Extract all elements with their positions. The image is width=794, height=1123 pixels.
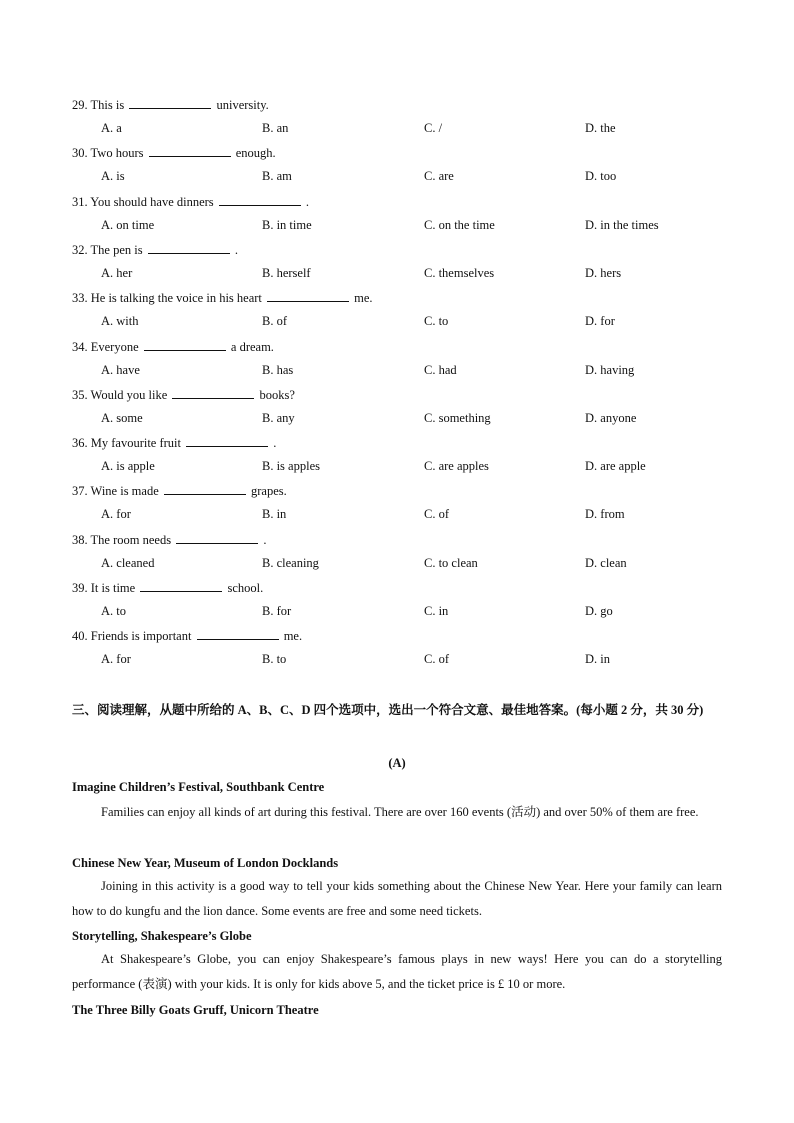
- question-text: 35. Would you like: [72, 388, 168, 402]
- question-text: 29. This is: [72, 98, 125, 112]
- answer-option: A. is apple: [101, 459, 155, 473]
- answer-blank: [176, 531, 258, 544]
- question-text: 34. Everyone: [72, 340, 139, 354]
- question-text-end: me.: [283, 629, 303, 643]
- answer-blank: [219, 193, 301, 206]
- answer-blank: [164, 482, 246, 495]
- answer-option: C. are apples: [424, 459, 489, 473]
- answer-option: A. her: [101, 266, 133, 280]
- question-text: 36. My favourite fruit: [72, 436, 182, 450]
- question-stem: [72, 579, 263, 596]
- passage-heading: Storytelling, Shakespeare’s Globe: [72, 929, 252, 943]
- answer-blank: [186, 434, 268, 447]
- answer-option: C. are: [424, 169, 454, 183]
- question-stem: [72, 531, 266, 548]
- answer-blank: [149, 144, 231, 157]
- answer-option: C. to clean: [424, 556, 478, 570]
- question-text-end: grapes.: [251, 484, 287, 498]
- answer-option: C. of: [424, 507, 449, 521]
- answer-option: B. has: [262, 363, 294, 377]
- answer-blank: [148, 241, 230, 254]
- passage-heading: Chinese New Year, Museum of London Docklands: [72, 856, 339, 870]
- answer-option: A. on time: [101, 218, 155, 232]
- answer-option: D. having: [585, 363, 635, 377]
- answer-option: D. go: [585, 604, 613, 618]
- passage-label: (A): [388, 756, 406, 770]
- question-stem: [72, 627, 302, 644]
- question-text-end: university.: [216, 98, 269, 112]
- question-text-end: .: [263, 533, 267, 547]
- answer-option: D. too: [585, 169, 617, 183]
- answer-option: C. of: [424, 652, 449, 666]
- answer-option: C. something: [424, 411, 491, 425]
- answer-option: B. am: [262, 169, 292, 183]
- answer-option: B. in: [262, 507, 287, 521]
- section-title: 三、阅读理解，从题中所给的 A、B、C、D 四个选项中，选出一个符合文意、最佳地答案。(每小题 2 分，共 30 分): [72, 703, 704, 717]
- question-stem: [72, 241, 238, 258]
- question-text-end: school.: [227, 581, 264, 595]
- question-stem: [72, 434, 276, 451]
- answer-blank: [267, 289, 349, 302]
- question-stem: [72, 144, 276, 161]
- answer-option: B. is apples: [262, 459, 320, 473]
- answer-option: C. on the time: [424, 218, 495, 232]
- answer-option: D. for: [585, 314, 615, 328]
- answer-option: A. is: [101, 169, 125, 183]
- answer-blank: [197, 627, 279, 640]
- answer-option: D. are apple: [585, 459, 646, 473]
- question-text-end: .: [273, 436, 277, 450]
- answer-option: D. in the times: [585, 218, 659, 232]
- question-text: 37. Wine is made: [72, 484, 159, 498]
- answer-option: A. for: [101, 652, 131, 666]
- question-text-end: a dream.: [230, 340, 274, 354]
- answer-option: B. herself: [262, 266, 311, 280]
- question-stem: [72, 338, 274, 355]
- answer-option: B. any: [262, 411, 295, 425]
- answer-option: B. for: [262, 604, 292, 618]
- answer-option: C. themselves: [424, 266, 495, 280]
- question-text: 32. The pen is: [72, 243, 143, 257]
- answer-option: B. cleaning: [262, 556, 319, 570]
- question-text: 40. Friends is important: [72, 629, 192, 643]
- answer-blank: [144, 338, 226, 351]
- answer-option: C. had: [424, 363, 457, 377]
- answer-option: A. some: [101, 411, 143, 425]
- question-text: 39. It is time: [72, 581, 136, 595]
- answer-option: A. with: [101, 314, 139, 328]
- question-text-end: .: [305, 195, 310, 209]
- question-text-end: books?: [259, 388, 295, 402]
- question-stem: [72, 386, 295, 403]
- answer-option: C. /: [424, 121, 443, 135]
- answer-blank: [140, 579, 222, 592]
- answer-option: D. the: [585, 121, 616, 135]
- answer-option: D. hers: [585, 266, 622, 280]
- question-stem: [72, 482, 287, 499]
- answer-option: D. in: [585, 652, 610, 666]
- answer-option: B. of: [262, 314, 287, 328]
- answer-option: D. clean: [585, 556, 627, 570]
- answer-option: A. have: [101, 363, 140, 377]
- passage-paragraph: At Shakespeare’s Globe, you can enjoy Shakespeare’s famous plays in new ways! Here you can do a storytelling performance (表演) with your kids. It is only for kids above 5, and the ticket price is £ 10 or more.: [72, 952, 722, 991]
- question-text: 38. The room needs: [72, 533, 172, 547]
- passage-paragraph: Families can enjoy all kinds of art during this festival. There are over 160 events (活动) and over 50% of them are free.: [101, 805, 699, 819]
- question-text-end: me.: [354, 291, 373, 305]
- question-text: 30. Two hours: [72, 146, 144, 160]
- question-text: 31. You should have dinners: [72, 195, 214, 209]
- passage-heading: The Three Billy Goats Gruff, Unicorn Theatre: [72, 1003, 319, 1017]
- answer-blank: [129, 96, 211, 109]
- answer-option: B. an: [262, 121, 289, 135]
- question-text-end: .: [234, 243, 238, 257]
- answer-blank: [172, 386, 254, 399]
- question-stem: [72, 289, 373, 306]
- question-stem: [72, 193, 309, 210]
- answer-option: A. to: [101, 604, 126, 618]
- answer-option: C. to: [424, 314, 449, 328]
- answer-option: B. to: [262, 652, 287, 666]
- answer-option: B. in time: [262, 218, 312, 232]
- passage-heading: Imagine Children’s Festival, Southbank Centre: [72, 780, 325, 794]
- question-text: 33. He is talking the voice in his heart: [72, 291, 262, 305]
- answer-option: A. a: [101, 121, 122, 135]
- answer-option: A. cleaned: [101, 556, 155, 570]
- answer-option: D. from: [585, 507, 625, 521]
- answer-option: A. for: [101, 507, 131, 521]
- answer-option: D. anyone: [585, 411, 637, 425]
- question-text-end: enough.: [235, 146, 276, 160]
- answer-option: C. in: [424, 604, 449, 618]
- question-stem: [72, 96, 269, 113]
- passage-paragraph: Joining in this activity is a good way to tell your kids something about the Chinese New Year. Here your family can learn how to do kungfu and the lion dance. Some events are free and some need tickets.: [72, 879, 722, 918]
